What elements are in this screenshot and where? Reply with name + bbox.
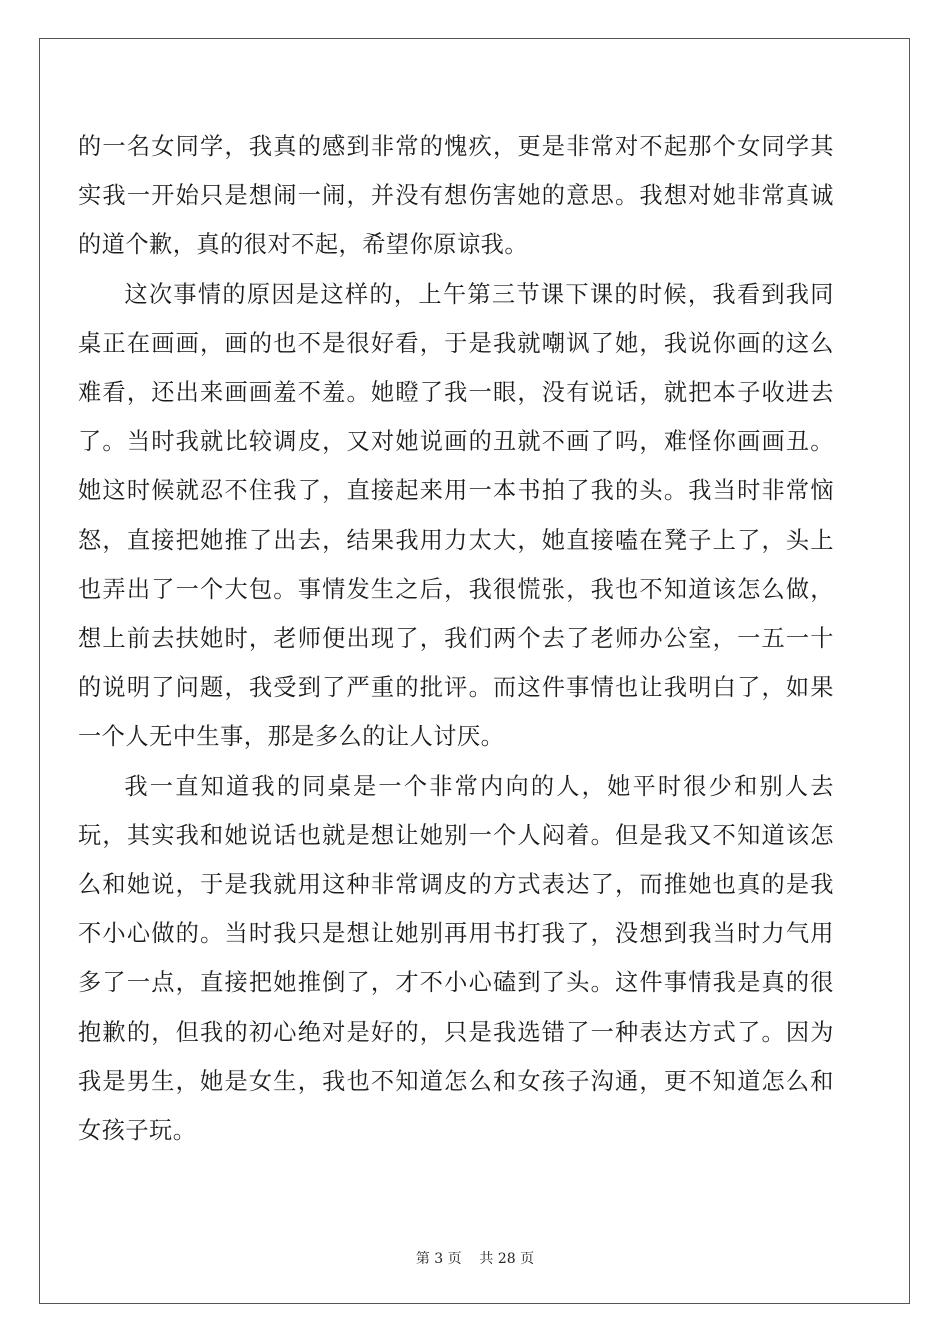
document-body xyxy=(78,122,834,1155)
paragraph-2: 这次事情的原因是这样的，上午第三节课下课的时候，我看到我同桌正在画画，画的也不是很好看，于是我就嘲讽了她，我说你画的这么难看，还出来画画羞不羞。她瞪了我一眼，没有说话，就把本子收进去了。当时我就比较调皮，又对她说画的丑就不画了吗，难怪你画画丑。她这时候就忍不住我了，直接起来用一本书拍了我的头。我当时非常恼怒，直接把她推了出去，结果我用力太大，她直接嗑在凳子上了，头上也弄出了一个大包。事情发生之后，我很慌张，我也不知道该怎么做，想上前去扶她时，老师便出现了，我们两个去了老师办公室，一五一十的说明了问题，我受到了严重的批评。而这件事情也让我明白了，如果一个人无中生事，那是多么的让人讨厌。 xyxy=(78,280,834,751)
page-number-footer: 第 3 页 共 28 页 xyxy=(415,1251,535,1267)
paragraph-1: 的一名女同学，我真的感到非常的愧疚，更是非常对不起那个女同学其实我一开始只是想闹一闹，并没有想伤害她的意思。我想对她非常真诚的道个歉，真的很对不起，希望你原谅我。 xyxy=(78,133,834,259)
paragraph-3: 我一直知道我的同桌是一个非常内向的人，她平时很少和别人去玩，其实我和她说话也就是想让她别一个人闷着。但是我又不知道该怎么和她说，于是我就用这种非常调皮的方式表达了，而推她也真的是我不小心做的。当时我只是想让她别再用书打我了，没想到我当时力气用多了一点，直接把她推倒了，才不小心磕到了头。这件事情我是真的很抱歉的，但我的初心绝对是好的，只是我选错了一种表达方式了。因为我是男生，她是女生，我也不知道怎么和女孩子沟通，更不知道怎么和女孩子玩。 xyxy=(78,772,834,1145)
